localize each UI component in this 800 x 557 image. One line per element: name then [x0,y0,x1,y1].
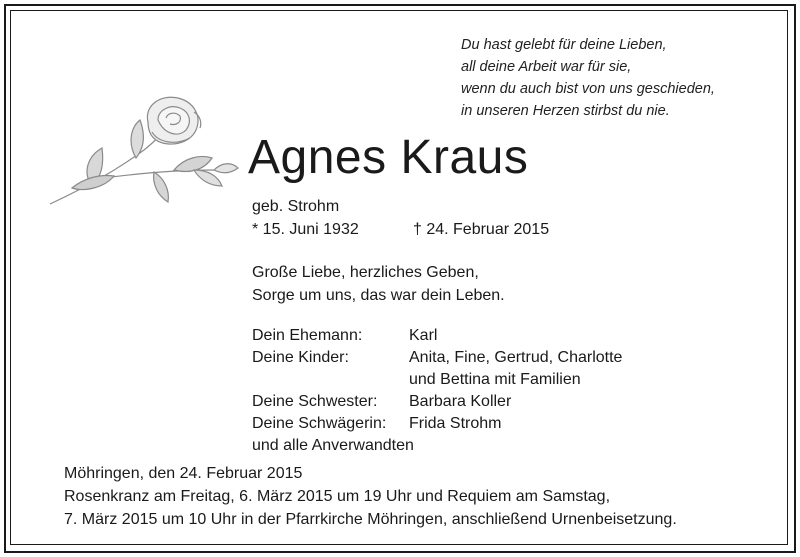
maiden-name: geb. Strohm [252,198,340,215]
family-label: Dein Ehemann: [252,327,363,344]
funeral-details [64,462,677,531]
footer-line: 7. März 2015 um 10 Uhr in der Pfarrkirche Möhringen, anschließend Urnenbeisetzung. [64,511,677,528]
birth-date: * 15. Juni 1932 [252,221,359,238]
poem [461,34,715,122]
deceased-name: Agnes Kraus [248,131,529,184]
life-dates [252,219,550,241]
family-label: Deine Kinder: [252,349,349,366]
poem-line: in unseren Herzen stirbst du nie. [461,103,670,119]
footer-line: Möhringen, den 24. Februar 2015 [64,465,303,482]
family-value: Barbara Koller [409,393,512,410]
family-value: Anita, Fine, Gertrud, Charlotte [409,349,623,366]
family-label: Deine Schwägerin: [252,415,387,432]
family-label: und alle Anverwandten [252,437,414,454]
footer-line: Rosenkranz am Freitag, 6. März 2015 um 19 Uhr und Requiem am Samstag, [64,488,611,505]
verse-line: Sorge um uns, das war dein Leben. [252,287,505,304]
family-value: und Bettina mit Familien [409,371,581,388]
verse-line: Große Liebe, herzliches Geben, [252,264,479,281]
poem-line: all deine Arbeit war für sie, [461,59,632,75]
family-label: Deine Schwester: [252,393,378,410]
poem-line: wenn du auch bist von uns geschieden, [461,81,715,97]
poem-line: Du hast gelebt für deine Lieben, [461,37,667,53]
family-value: Karl [409,327,438,344]
death-date: † 24. Februar 2015 [413,221,550,238]
memorial-verse [252,261,505,307]
rose-icon [44,92,240,222]
family-value: Frida Strohm [409,415,502,432]
